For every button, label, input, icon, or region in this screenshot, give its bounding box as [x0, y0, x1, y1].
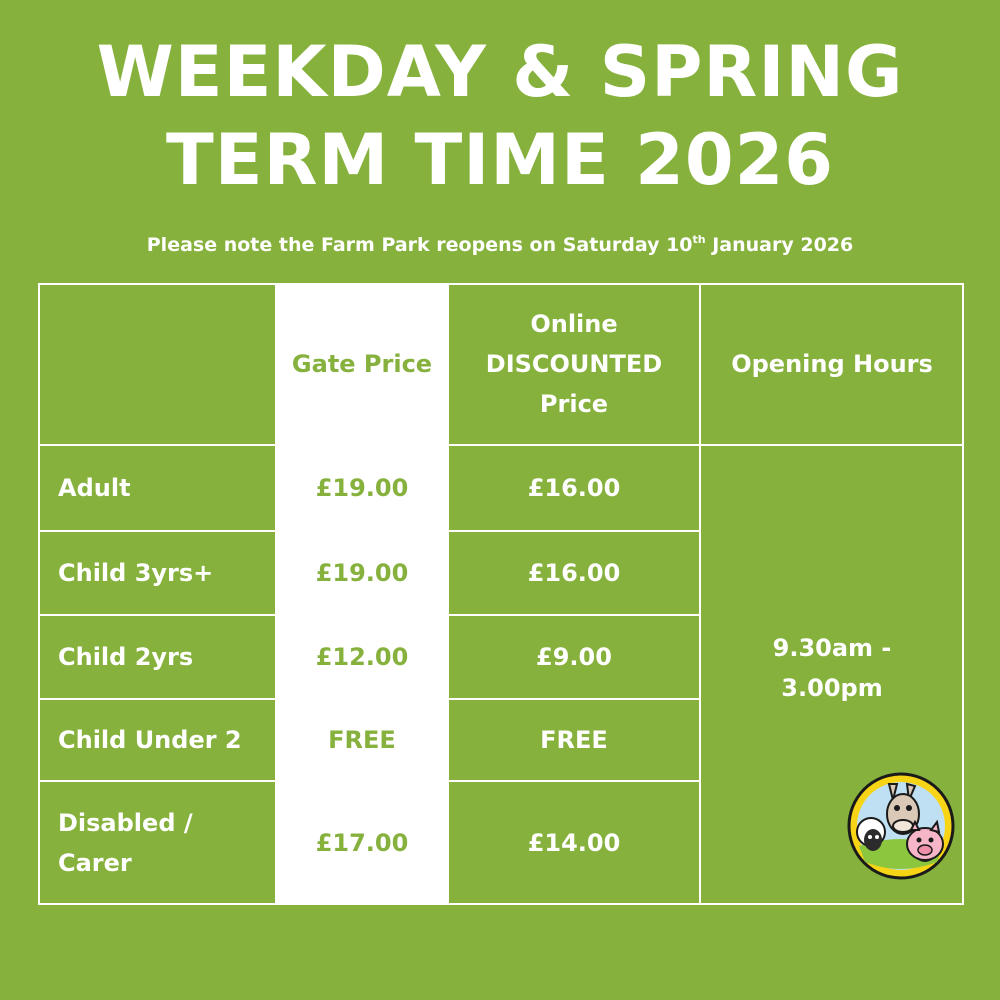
online-price-adult: £16.00	[527, 474, 621, 502]
online-price-child-3yrs: £16.00	[527, 559, 621, 587]
page-title	[0, 28, 1000, 204]
reopen-note-date: January 2026	[705, 234, 854, 256]
gate-price-child-3yrs: £19.00	[315, 559, 409, 587]
row-label-adult: Adult	[58, 474, 131, 502]
online-price-disabled-carer: £14.00	[527, 829, 621, 857]
row-label-child-2yrs: Child 2yrs	[58, 643, 194, 671]
title-line-2: TERM TIME 2026	[166, 119, 834, 201]
row-label-disabled-carer: Disabled / Carer	[58, 809, 193, 877]
gate-price-adult: £19.00	[315, 474, 409, 502]
header-gate-price: Gate Price	[291, 350, 433, 378]
online-price-child-under-2: FREE	[540, 726, 608, 754]
row-label-child-3yrs: Child 3yrs+	[58, 559, 214, 587]
opening-hours-value: 9.30am - 3.00pm	[772, 634, 892, 702]
online-price-child-2yrs: £9.00	[536, 643, 612, 671]
title-line-1: WEEKDAY & SPRING	[96, 31, 904, 113]
farm-animals-logo-icon	[845, 770, 957, 882]
row-label-child-under-2: Child Under 2	[58, 726, 242, 754]
header-online-price: Online DISCOUNTED Price	[485, 310, 663, 418]
gate-price-disabled-carer: £17.00	[315, 829, 409, 857]
reopen-note	[0, 226, 1000, 259]
reopen-note-ordinal: th	[692, 233, 706, 246]
header-opening-hours: Opening Hours	[731, 350, 933, 378]
reopen-note-text: Please note the Farm Park reopens on Saturday 10	[146, 234, 693, 256]
price-table	[38, 283, 964, 905]
gate-price-child-2yrs: £12.00	[315, 643, 409, 671]
gate-price-child-under-2: FREE	[328, 726, 396, 754]
